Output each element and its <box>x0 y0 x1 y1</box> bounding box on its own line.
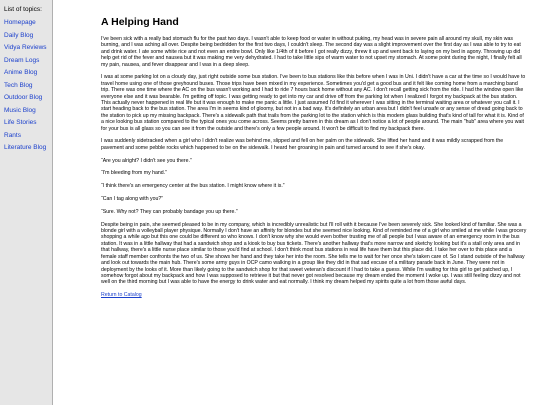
article-paragraph: I was at some parking lot on a cloudy day, just right outside some bus station. I've been to bus stations like this before when I was in Uni. I didn't have a car at the time so I would have to travel home using one of those greyhound buses. Those trips have been mixed in my experience. Sometimes you'd get a good bus and it felt like coming home from a marching band trip. There was one time where the AC on the bus wasn't working and I had to ride 7 hours back home without any AC. I don't recall getting sick from the ride. I had the window open like everyone else and it was bearable. I'm getting off topic. I was getting ready to get into my car and drive off from the parking lot when I realized I forgot my backpack at the bus station. This actually never happened in real life but it was enough to make me panic a little. I just assumed I'd find it wherever I was sitting in the terminal waiting area or whatever you call it. I start heading back to the bus station. The area I'm in seems kind of gloomy, but not in a bad way. It's definitely an urban area but I didn't feel unsafe or any sense of dread going back to the station to pick up my missing backpack. There's a sidewalk path that trails from the parking lot to the station which is this modern glass building that's kind of tall for what it is. Kind of a nice looking bus station compared to the typical ones you come across. Seems pretty barren in this dream as I don't notice a lot of people around. The main "hub" area where you wait for your bus is all glass so you can see it from the outside and there's only a few people around. It won't be difficult to find my backpack there. <box>101 74 526 132</box>
sidebar-link-daily-blog[interactable]: Daily Blog <box>4 31 34 39</box>
sidebar-item-daily-blog[interactable] <box>4 32 50 40</box>
sidebar-link-life-stories[interactable]: Life Stories <box>4 119 37 126</box>
sidebar-title: List of topics: <box>4 6 42 13</box>
sidebar-link-tech-blog[interactable]: Tech Blog <box>4 81 33 89</box>
return-to-catalog-link[interactable]: Return to Catalog <box>101 292 142 299</box>
dialogue-line: “Sure. Why not? They can probably bandage you up there.” <box>101 208 238 215</box>
dialogue-line: “Can I tag along with you?” <box>101 196 163 203</box>
topic-list <box>4 19 50 157</box>
sidebar-item-outdoor-blog[interactable] <box>4 94 50 102</box>
dialogue-line: “I'm bleeding from my hand.” <box>101 170 167 177</box>
sidebar-item-homepage[interactable] <box>4 19 50 27</box>
sidebar-link-dream-logs[interactable]: Dream Logs <box>4 56 40 64</box>
sidebar-item-dream-logs[interactable] <box>4 57 50 65</box>
article-title: A Helping Hand <box>101 16 179 28</box>
return-link-container <box>101 292 527 298</box>
dialogue-line: “Are you alright? I didn't see you there.” <box>101 157 192 164</box>
sidebar-link-literature-blog[interactable]: Literature Blog <box>4 144 47 151</box>
dialogue-line: “I think there's an emergency center at the bus station. I might know where it is.” <box>101 183 285 190</box>
sidebar-item-life-stories[interactable] <box>4 119 50 127</box>
sidebar-link-homepage[interactable]: Homepage <box>4 19 36 26</box>
sidebar-link-outdoor-blog[interactable]: Outdoor Blog <box>4 94 43 101</box>
sidebar-item-tech-blog[interactable] <box>4 82 50 90</box>
sidebar-item-vidya-reviews[interactable] <box>4 44 50 52</box>
sidebar-item-music-blog[interactable] <box>4 107 50 115</box>
sidebar-link-music-blog[interactable]: Music Blog <box>4 106 36 114</box>
main-content <box>53 0 540 405</box>
sidebar-link-anime-blog[interactable]: Anime Blog <box>4 69 38 76</box>
sidebar-item-anime-blog[interactable] <box>4 69 50 77</box>
article <box>101 16 527 305</box>
sidebar-item-rants[interactable] <box>4 132 50 140</box>
article-paragraph: I've been sick with a really bad stomach flu for the past two days. I wasn't able to keep food or water in without puking, my head was in severe pain all around my skull, my skin was burning, and I was aching all over. Despite being bedridden for the first two days, I couldn't sleep. The second day was a slight improvement over the first day as I was able to try to eat and drink water. I ate some white rice and not even an entire bowl. Only like 1/4th of it before I got really dizzy, threw it up and went back to laying on my bed in agony. Throwing up did help get rid of the fever and nausea but it was making me very dehydrated. I had to take little sips of warm water to not upset my stomach. At some point during the night, I finally felt all my pain, nausea, and fever disappear and I was in a deep sleep. <box>101 36 522 68</box>
article-paragraph: I was suddenly sidetracked when a girl who I didn't realize was behind me, slipped and fell on her palm on the sidewalk. She lifted her hand and it was mildly scrapped from the pavement and some pebble rocks which happened to be on the sidewalk. I heard her groaning in pain and turned around to see if she's okay. <box>101 138 504 151</box>
article-paragraph: Despite being in pain, she seemed pleased to be in my company, which is incredibly unrealistic but I'll roll with it because I've been severely sick. She looked kind of familiar. She was a blonde girl with a volleyball player physique. Normally I don't have an affinity for blondes but she seemed nice looking. Kind of reminded me of a girl who smiled at me while I was grocery shopping a while ago but this one could be different so who knows. I don't know why she would even bother trusting me of all people but I was aware of an emergency room in the bus station. It was in a little hallway that had a sandwich shop and a kiosk to buy bus tickets. There's another hallway that's more narrow and sketchy looking but it's a stall only area and in that hallway, there's a little nurse place similar to those you'd find at school. I don't think most bus stations in real life have them but this place did. I take her over to this place and a female staff member confronts the two of us. She shows her hand and they take her into the room. She tells me to wait for her once she's taken care of. So I stand outside of the hallway and look out towards the main hub. There's some army guys in OCP camo walking in a group like they did in that sad excuse of a military parade back in June. They were not in deployment by the looks of it. More than likely going to the sandwich shop for that sweet veteran's discount if I had to take a guess. While I'm waiting for this girl to get patched up, I somehow forgot about my backpack and how I was supposed to retrieve it but that never got resolved because my dream ended the moment I woke up. I was still feeling dizzy and not well on the third morning but I was able to have the energy to drink water and eat normally. I think my dream helped my spirits quite a lot from those awful days. <box>101 221 527 286</box>
sidebar-link-rants[interactable]: Rants <box>4 131 21 139</box>
sidebar-item-literature-blog[interactable] <box>4 144 50 152</box>
sidebar <box>0 0 53 405</box>
sidebar-link-vidya-reviews[interactable]: Vidya Reviews <box>4 44 47 51</box>
